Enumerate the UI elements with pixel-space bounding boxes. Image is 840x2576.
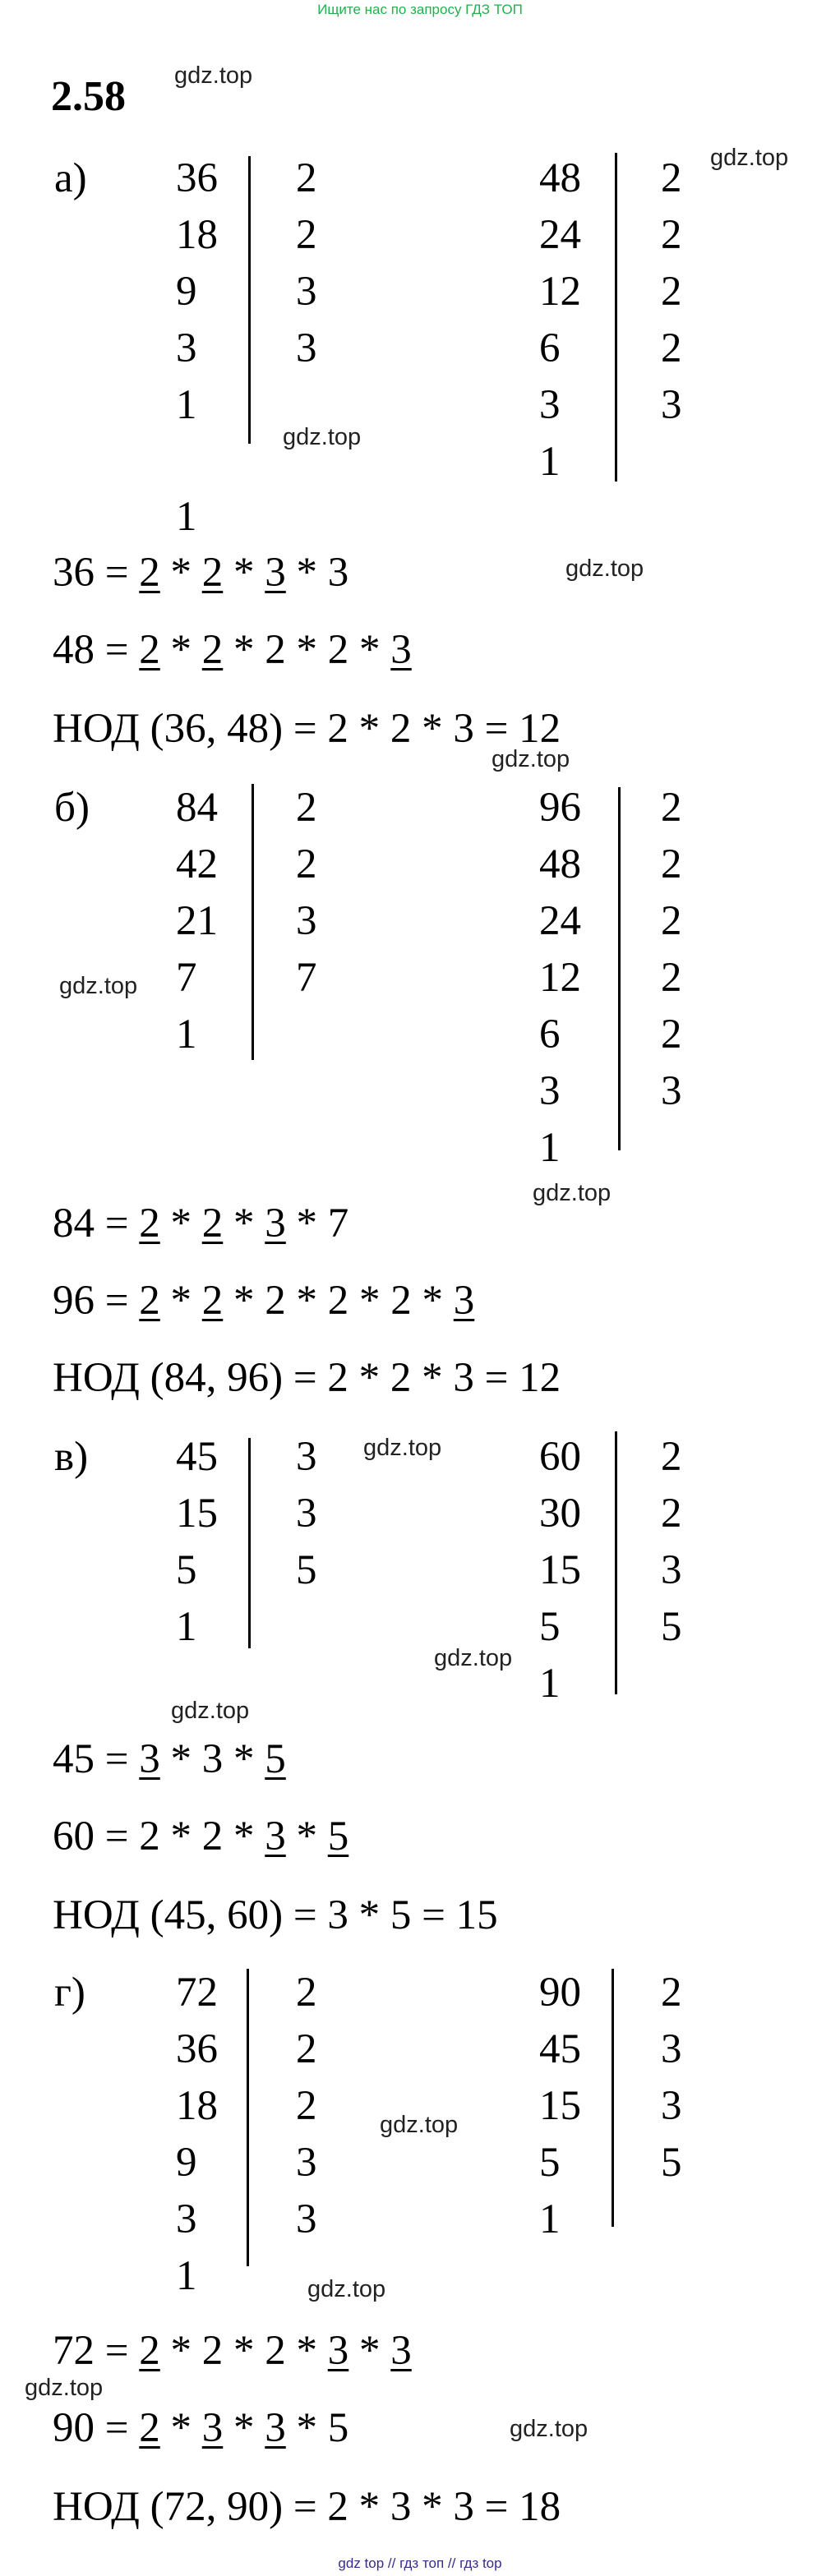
factor-divisor: 3: [296, 2196, 317, 2242]
part-b-label: б): [54, 785, 90, 831]
factor-divisor: 2: [296, 841, 317, 887]
factor-divisor: 7: [296, 955, 317, 1001]
factor-divisor: 2: [296, 2026, 317, 2072]
watermark: gdz.top: [492, 746, 570, 772]
watermark: gdz.top: [710, 145, 789, 171]
factor-number: 90: [539, 1970, 581, 2016]
part-g-right-divider: [612, 1969, 614, 2227]
factor-number: 9: [176, 2140, 197, 2186]
watermark: gdz.top: [510, 2416, 588, 2442]
factor-divisor: 2: [661, 155, 682, 201]
factor-divisor: 3: [296, 2140, 317, 2186]
factor-number: 48: [539, 841, 581, 887]
factor-divisor: 3: [296, 1491, 317, 1537]
factor-number: 18: [176, 2083, 218, 2129]
gcd-result-g: НОД (72, 90) = 2 * 3 * 3 = 18: [53, 2484, 561, 2530]
factorization-84: 84 = 2 * 2 * 3 * 7: [53, 1200, 349, 1247]
factor-number: 15: [539, 2083, 581, 2129]
gcd-result-b: НОД (84, 96) = 2 * 2 * 3 = 12: [53, 1355, 561, 1401]
part-g-label: г): [54, 1970, 85, 2016]
factor-divisor: 2: [661, 955, 682, 1001]
factor-number: 48: [539, 155, 581, 201]
factor-number: 1: [539, 1661, 561, 1707]
factor-number: 1: [539, 439, 561, 485]
factor-divisor: 2: [661, 212, 682, 258]
problem-number: 2.58: [51, 73, 126, 120]
factor-divisor: 2: [296, 212, 317, 258]
factor-number: 1: [539, 2196, 561, 2242]
gcd-result-v: НОД (45, 60) = 3 * 5 = 15: [53, 1892, 498, 1938]
factor-divisor: 2: [296, 155, 317, 201]
factor-divisor: 2: [661, 898, 682, 944]
watermark: gdz.top: [363, 1435, 442, 1461]
factor-divisor: 3: [661, 1547, 682, 1593]
watermark: gdz.top: [25, 2375, 104, 2401]
part-b-right-divider: [618, 787, 621, 1150]
factor-divisor: 3: [661, 1068, 682, 1114]
watermark: gdz.top: [533, 1180, 612, 1206]
factorization-72: 72 = 2 * 2 * 2 * 3 * 3: [53, 2328, 412, 2374]
factor-number: 5: [176, 1547, 197, 1593]
part-b-left-divider: [252, 784, 254, 1060]
factor-divisor: 3: [296, 325, 317, 371]
factor-divisor: 2: [296, 785, 317, 831]
factor-number: 18: [176, 212, 218, 258]
factor-number: 12: [539, 269, 581, 315]
top-banner: Ищите нас по запросу ГДЗ ТОП: [317, 2, 523, 17]
watermark: gdz.top: [283, 424, 362, 450]
factor-divisor: 2: [296, 2083, 317, 2129]
factor-number: 3: [176, 325, 197, 371]
gcd-result-a: НОД (36, 48) = 2 * 2 * 3 = 12: [53, 706, 561, 752]
factor-number: 60: [539, 1434, 581, 1480]
factor-divisor: 3: [661, 2026, 682, 2072]
factor-divisor: 3: [661, 2083, 682, 2129]
factor-number: 3: [176, 2196, 197, 2242]
part-v-right-divider: [615, 1431, 617, 1694]
factor-divisor: 2: [661, 841, 682, 887]
factor-divisor: 2: [661, 1491, 682, 1537]
part-v-label: в): [54, 1434, 89, 1480]
factor-divisor: 2: [661, 1434, 682, 1480]
factor-number: 45: [539, 2026, 581, 2072]
factor-number: 1: [176, 382, 197, 428]
factor-divisor: 3: [661, 382, 682, 428]
factor-number: 3: [539, 1068, 561, 1114]
factor-number: 1: [539, 1125, 561, 1171]
factor-number: 7: [176, 955, 197, 1001]
watermark: gdz.top: [307, 2276, 386, 2302]
factor-divisor: 2: [661, 325, 682, 371]
part-a-right-divider: [615, 153, 617, 482]
watermark: gdz.top: [380, 2112, 459, 2138]
factor-number: 24: [539, 212, 581, 258]
factor-number: 1: [176, 1604, 197, 1650]
factor-number: 15: [539, 1547, 581, 1593]
factorization-45: 45 = 3 * 3 * 5: [53, 1736, 286, 1782]
part-a-left-divider: [248, 156, 251, 444]
factor-divisor: 2: [661, 1012, 682, 1058]
factor-number: 96: [539, 785, 581, 831]
factor-number: 45: [176, 1434, 218, 1480]
watermark: gdz.top: [434, 1645, 513, 1671]
factor-number: 1: [176, 494, 197, 540]
part-a-label: а): [54, 155, 87, 201]
factor-divisor: 3: [296, 898, 317, 944]
part-g-left-divider: [247, 1969, 249, 2266]
factor-number: 21: [176, 898, 218, 944]
factor-number: 36: [176, 155, 218, 201]
factor-number: 6: [539, 325, 561, 371]
watermark: gdz.top: [174, 62, 253, 89]
factor-number: 6: [539, 1012, 561, 1058]
factor-number: 1: [176, 2253, 197, 2299]
factor-number: 5: [539, 1604, 561, 1650]
watermark: gdz.top: [59, 973, 138, 999]
factor-divisor: 5: [661, 1604, 682, 1650]
factor-number: 24: [539, 898, 581, 944]
watermark: gdz.top: [171, 1698, 250, 1724]
factor-divisor: 2: [661, 1970, 682, 2016]
factor-number: 5: [539, 2140, 561, 2186]
watermark: gdz.top: [565, 555, 644, 582]
factor-divisor: 2: [296, 1970, 317, 2016]
factorization-36: 36 = 2 * 2 * 3 * 3: [53, 550, 349, 596]
factor-divisor: 2: [661, 269, 682, 315]
factorization-96: 96 = 2 * 2 * 2 * 2 * 2 * 3: [53, 1278, 475, 1324]
factorization-48: 48 = 2 * 2 * 2 * 2 * 3: [53, 627, 412, 673]
factor-number: 12: [539, 955, 581, 1001]
factor-number: 30: [539, 1491, 581, 1537]
factor-number: 84: [176, 785, 218, 831]
factor-divisor: 5: [296, 1547, 317, 1593]
factor-divisor: 3: [296, 1434, 317, 1480]
factor-divisor: 5: [661, 2140, 682, 2186]
part-v-left-divider: [248, 1438, 251, 1648]
factorization-60: 60 = 2 * 2 * 3 * 5: [53, 1813, 349, 1859]
factor-divisor: 2: [661, 785, 682, 831]
factor-number: 1: [176, 1012, 197, 1058]
factorization-90: 90 = 2 * 3 * 3 * 5: [53, 2405, 349, 2451]
factor-number: 15: [176, 1491, 218, 1537]
factor-divisor: 3: [296, 269, 317, 315]
factor-number: 42: [176, 841, 218, 887]
factor-number: 36: [176, 2026, 218, 2072]
factor-number: 72: [176, 1970, 218, 2016]
factor-number: 9: [176, 269, 197, 315]
factor-number: 3: [539, 382, 561, 428]
bottom-banner: gdz top // гдз топ // гдз top: [338, 2555, 502, 2571]
